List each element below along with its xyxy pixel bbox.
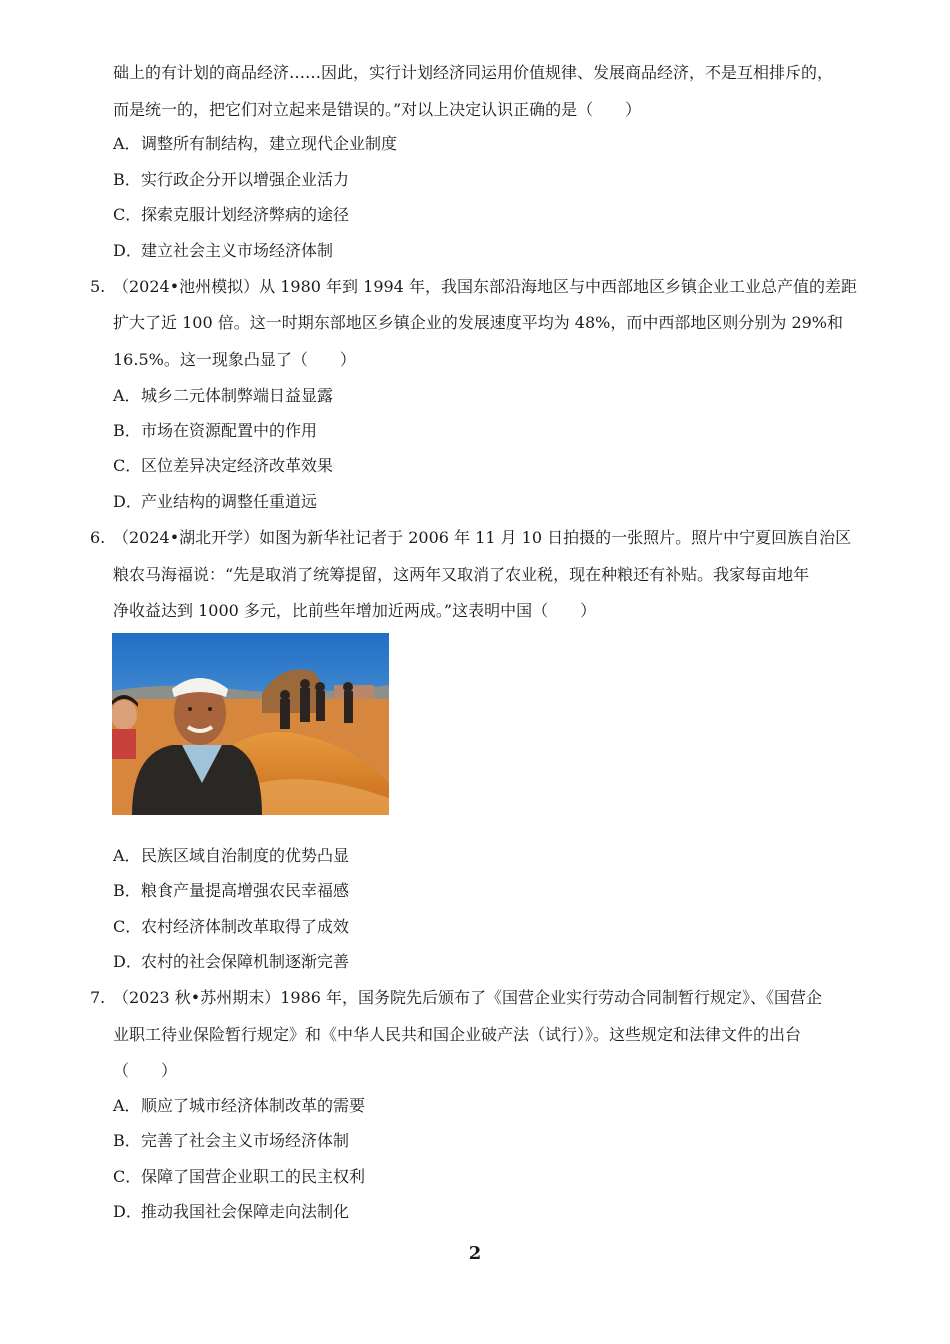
option-label: A． [113, 846, 141, 865]
option-text: 顺应了城市经济体制改革的需要 [141, 1096, 366, 1115]
q7-stem-line-2: 业职工待业保险暂行规定》和《中华人民共和国企业破产法（试行）》。这些规定和法律文件的出台 [113, 1025, 802, 1044]
option-text: 农村的社会保障机制逐渐完善 [141, 952, 350, 971]
q4-option-b[interactable] [113, 169, 349, 191]
q4-option-a[interactable] [113, 133, 397, 155]
q6-option-a[interactable] [113, 845, 349, 867]
q6-stem-line-1: （2024•湖北开学）如图为新华社记者于 2006 年 11 月 10 日拍摄的一张照片。照片中宁夏回族自治区 [113, 528, 852, 547]
option-label: A． [113, 386, 141, 405]
q6-option-c[interactable] [113, 916, 349, 938]
option-label: C． [113, 456, 142, 475]
q6-stem-line-3: 净收益达到 1000 多元，比前些年增加近两成。”这表明中国（ ） [113, 601, 597, 620]
option-text: 区位差异决定经济改革效果 [141, 456, 334, 475]
q7-stem-line-3: （ ） [113, 1061, 178, 1080]
option-text: 实行政企分开以增强企业活力 [141, 170, 350, 189]
q7-stem-line-1: （2023 秋•苏州期末）1986 年，国务院先后颁布了《国营企业实行劳动合同制暂行规定》、《国营企 [113, 988, 823, 1007]
option-label: C． [113, 1167, 142, 1186]
q5-option-c[interactable] [113, 455, 333, 477]
q5-option-b[interactable] [113, 420, 317, 442]
q6-option-d[interactable] [113, 951, 349, 973]
option-text: 探索克服计划经济弊病的途径 [141, 205, 350, 224]
option-text: 城乡二元体制弊端日益显露 [141, 386, 334, 405]
option-text: 民族区域自治制度的优势凸显 [141, 846, 350, 865]
option-label: D． [113, 492, 142, 511]
option-label: D． [113, 952, 142, 971]
q6-option-b[interactable] [113, 880, 349, 902]
q7-number: 7. [90, 988, 106, 1007]
option-text: 农村经济体制改革取得了成效 [141, 917, 350, 936]
option-text: 推动我国社会保障走向法制化 [141, 1202, 350, 1221]
q5-stem-line-1: （2024•池州模拟）从 1980 年到 1994 年，我国东部沿海地区与中西部地区乡镇企业工业总产值的差距 [113, 277, 857, 296]
q7-option-a[interactable] [113, 1095, 365, 1117]
q4-stem-line-2: 而是统一的，把它们对立起来是错误的。”对以上决定认识正确的是（ ） [113, 100, 642, 119]
option-label: A． [113, 1096, 141, 1115]
q4-stem-line-1: 础上的有计划的商品经济……因此，实行计划经济同运用价值规律、发展商品经济，不是互相排斥的， [113, 63, 834, 82]
q6-number: 6. [90, 528, 106, 547]
q5-number: 5. [90, 277, 106, 296]
option-label: C． [113, 917, 142, 936]
option-label: D． [113, 1202, 142, 1221]
option-label: B． [113, 421, 141, 440]
q7-option-b[interactable] [113, 1130, 349, 1152]
option-label: A． [113, 134, 141, 153]
q7-option-c[interactable] [113, 1166, 365, 1188]
q5-option-d[interactable] [113, 491, 317, 513]
q5-stem-line-2: 扩大了近 100 倍。这一时期东部地区乡镇企业的发展速度平均为 48%，而中西部地区则分别为 29%和 [113, 313, 844, 332]
option-label: B． [113, 1131, 141, 1150]
q5-stem-line-3: 16.5%。这一现象凸显了（ ） [113, 350, 356, 369]
option-text: 保障了国营企业职工的民主权利 [141, 1167, 366, 1186]
option-text: 调整所有制结构，建立现代企业制度 [141, 134, 398, 153]
option-text: 完善了社会主义市场经济体制 [141, 1131, 350, 1150]
page-number: 2 [468, 1243, 482, 1264]
q4-option-d[interactable] [113, 240, 333, 262]
option-label: C． [113, 205, 142, 224]
farmer-grain-photo [112, 633, 389, 815]
q5-option-a[interactable] [113, 385, 333, 407]
q4-option-c[interactable] [113, 204, 349, 226]
option-text: 粮食产量提高增强农民幸福感 [141, 881, 350, 900]
q7-option-d[interactable] [113, 1201, 349, 1223]
option-label: D． [113, 241, 142, 260]
option-label: B． [113, 881, 141, 900]
option-text: 建立社会主义市场经济体制 [141, 241, 334, 260]
option-text: 产业结构的调整任重道远 [141, 492, 318, 511]
option-label: B． [113, 170, 141, 189]
q6-stem-line-2: 粮农马海福说：“先是取消了统筹提留，这两年又取消了农业税，现在种粮还有补贴。我家每亩地年 [113, 565, 810, 584]
option-text: 市场在资源配置中的作用 [141, 421, 318, 440]
